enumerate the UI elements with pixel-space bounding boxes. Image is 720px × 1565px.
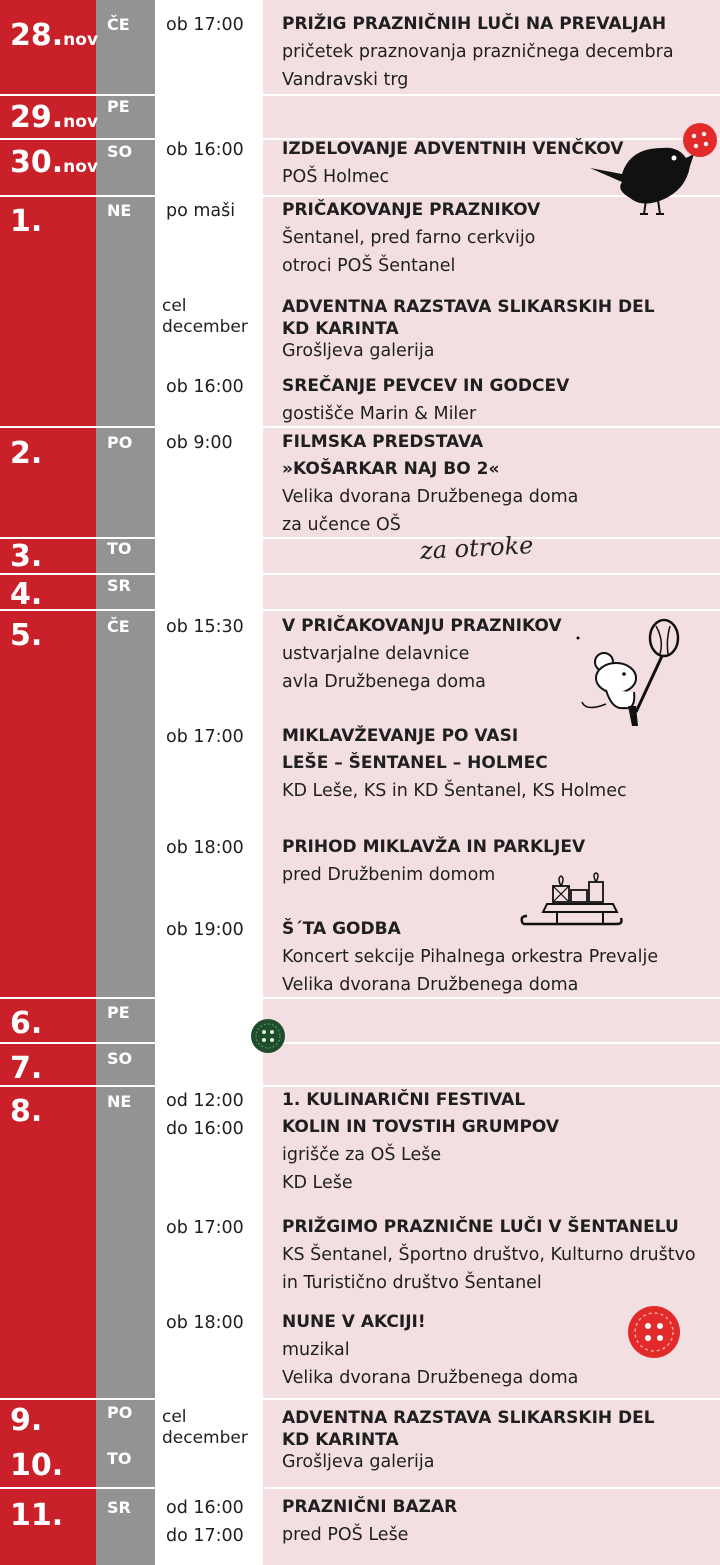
weekday-column [96, 0, 155, 1565]
weekday-label: TO [107, 539, 132, 558]
date-label: 2. [10, 436, 43, 471]
weekday-label: ČE [107, 617, 130, 636]
bird-illustration-icon [586, 118, 718, 218]
event-time: ob 17:00 [166, 15, 244, 35]
event-title: ADVENTNA RAZSTAVA SLIKARSKIH DEL [282, 1408, 655, 1428]
event-title: MIKLAVŽEVANJE PO VASI [282, 726, 519, 746]
date-label: 10. [10, 1448, 64, 1483]
event-time: od 16:00 do 17:00 [166, 1498, 244, 1546]
event-title: KD KARINTA [282, 319, 399, 339]
sled-with-gifts-icon [517, 872, 627, 934]
weekday-label: SR [107, 1498, 131, 1517]
event-time: ob 18:00 [166, 1313, 244, 1333]
row-separator [0, 609, 720, 611]
event-title: SREČANJE PEVCEV IN GODCEV [282, 376, 570, 396]
date-label: 28.nov [10, 18, 99, 53]
event-detail: otroci POŠ Šentanel [282, 256, 456, 276]
weekday-label: SO [107, 142, 133, 161]
event-time: ob 15:30 [166, 617, 244, 637]
event-time: ob 9:00 [166, 433, 233, 453]
event-title: NUNE V AKCIJI! [282, 1312, 426, 1332]
weekday-label: ČE [107, 15, 130, 34]
event-time: cel december [162, 1407, 248, 1448]
weekday-label: PO [107, 1403, 133, 1422]
event-title: FILMSKA PREDSTAVA [282, 432, 484, 452]
date-label: 7. [10, 1051, 43, 1086]
event-time: po maši [166, 201, 236, 221]
event-title: PRIHOD MIKLAVŽA IN PARKLJEV [282, 837, 586, 857]
date-label: 1. [10, 204, 43, 239]
event-time: cel december [162, 296, 248, 337]
event-detail: avla Družbenega doma [282, 672, 486, 692]
event-detail: Šentanel, pred farno cerkvijo [282, 228, 536, 248]
weekday-label: NE [107, 201, 132, 220]
date-label: 3. [10, 539, 43, 574]
weekday-label: NE [107, 1092, 132, 1111]
row-separator [0, 94, 720, 96]
event-title: PRAZNIČNI BAZAR [282, 1497, 458, 1517]
event-title: PRIŽGIMO PRAZNIČNE LUČI V ŠENTANELU [282, 1217, 679, 1237]
event-detail: Velika dvorana Družbenega doma [282, 487, 579, 507]
event-detail: KD Leše, KS in KD Šentanel, KS Holmec [282, 781, 627, 801]
event-detail: za učence OŠ [282, 515, 401, 535]
event-detail: pričetek praznovanja prazničnega decembra [282, 42, 674, 62]
event-detail: in Turistično društvo Šentanel [282, 1273, 542, 1293]
event-detail: pred Družbenim domom [282, 865, 496, 885]
event-detail: KD Leše [282, 1173, 353, 1193]
date-label: 29.nov [10, 100, 99, 135]
row-separator [0, 1487, 720, 1489]
event-detail: KS Šentanel, Športno društvo, Kulturno društvo [282, 1245, 696, 1265]
weekday-label: PE [107, 1003, 130, 1022]
event-time: ob 17:00 [166, 1218, 244, 1238]
event-title: KD KARINTA [282, 1430, 399, 1450]
date-label: 8. [10, 1094, 43, 1129]
red-button-icon [626, 1304, 682, 1360]
event-detail: igrišče za OŠ Leše [282, 1145, 442, 1165]
mouse-with-whisk-icon [576, 618, 688, 742]
event-title: IZDELOVANJE ADVENTNIH VENČKOV [282, 139, 624, 159]
event-title: Š´TA GODBA [282, 919, 401, 939]
weekday-label: TO [107, 1449, 132, 1468]
row-separator [0, 573, 720, 575]
event-detail: muzikal [282, 1340, 350, 1360]
event-title: PRIŽIG PRAZNIČNIH LUČI NA PREVALJAH [282, 14, 667, 34]
event-detail: Grošljeva galerija [282, 1452, 435, 1472]
date-label: 6. [10, 1006, 43, 1041]
event-detail: Grošljeva galerija [282, 341, 435, 361]
row-separator [0, 1398, 720, 1400]
green-button-icon [250, 1018, 286, 1054]
event-time: ob 16:00 [166, 140, 244, 160]
event-title: »KOŠARKAR NAJ BO 2« [282, 459, 500, 479]
weekday-label: SR [107, 576, 131, 595]
event-time: ob 18:00 [166, 838, 244, 858]
event-detail: Vandravski trg [282, 70, 409, 90]
weekday-label: SO [107, 1049, 133, 1068]
event-detail: Velika dvorana Družbenega doma [282, 1368, 579, 1388]
event-time: ob 17:00 [166, 727, 244, 747]
date-label: 5. [10, 618, 43, 653]
weekday-label: PO [107, 433, 133, 452]
event-time: ob 16:00 [166, 377, 244, 397]
event-time: ob 19:00 [166, 920, 244, 940]
event-detail: POŠ Holmec [282, 167, 390, 187]
event-detail: Koncert sekcije Pihalnega orkestra Prevalje [282, 947, 659, 967]
event-detail: pred POŠ Leše [282, 1525, 409, 1545]
event-title: V PRIČAKOVANJU PRAZNIKOV [282, 616, 562, 636]
event-title: 1. KULINARIČNI FESTIVAL [282, 1090, 526, 1110]
row-separator [0, 1042, 720, 1044]
date-label: 4. [10, 577, 43, 612]
date-label: 30.nov [10, 145, 99, 180]
event-title: KOLIN IN TOVSTIH GRUMPOV [282, 1117, 560, 1137]
event-detail: ustvarjalne delavnice [282, 644, 470, 664]
event-title: PRIČAKOVANJE PRAZNIKOV [282, 200, 541, 220]
event-title: LEŠE – ŠENTANEL – HOLMEC [282, 753, 548, 773]
event-detail: gostišče Marin & Miler [282, 404, 477, 424]
weekday-label: PE [107, 97, 130, 116]
event-title: ADVENTNA RAZSTAVA SLIKARSKIH DEL [282, 297, 655, 317]
event-time: od 12:00 do 16:00 [166, 1091, 244, 1139]
date-label: 9. [10, 1403, 43, 1438]
date-label: 11. [10, 1498, 64, 1533]
event-detail: Velika dvorana Družbenega doma [282, 975, 579, 995]
handwritten-note: za otroke [419, 531, 534, 565]
